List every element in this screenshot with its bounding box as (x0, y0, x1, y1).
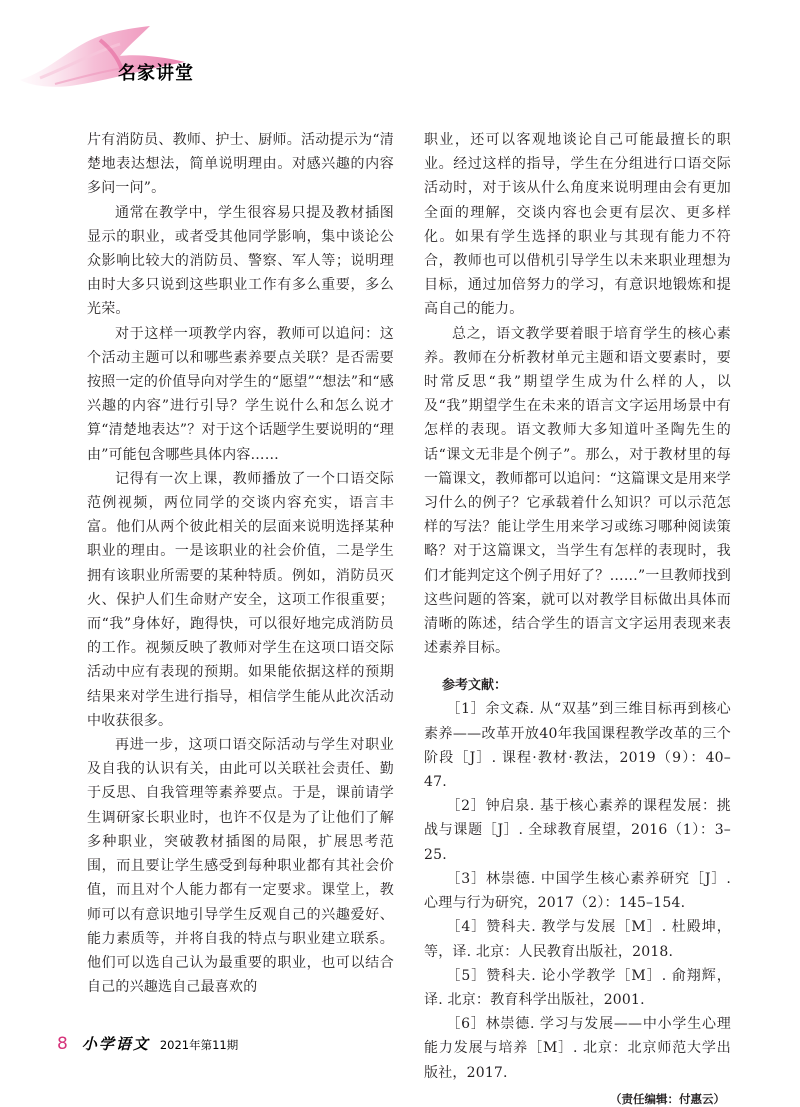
reference-item: ［6］林崇德. 学习与发展——中小学生心理能力发展与培养［M］. 北京：北京师范大学出版社，2017. (424, 1016, 731, 1081)
page-footer (57, 1033, 238, 1059)
references-section (424, 674, 731, 1084)
page-number: 8 (57, 1034, 68, 1054)
reference-item: ［4］赞科夫. 教学与发展［M］. 杜殿坤，等，译. 北京：人民教育出版社，2018. (424, 919, 731, 960)
paragraph: 记得有一次上课，教师播放了一个口语交际范例视频，两位同学的交谈内容充实，语言丰富。他们从两个彼此相关的层面来说明选择某种职业的理由。一是该职业的社会价值，二是学生拥有该职业所需要的某种特质。例如，消防员灭火、保护人们生命财产安全，这项工作很重要；而“我”身体好，跑得快，可以很好地完成消防员的工作。视频反映了教师对学生在这项口语交际活动中应有表现的预期。如果能依据这样的预期结果来对学生进行指导，相信学生能从此次活动中收获很多。 (87, 470, 394, 729)
paragraph: 片有消防员、教师、护士、厨师。活动提示为“清楚地表达想法，简单说明理由。对感兴趣的内容多问一问”。 (87, 132, 394, 197)
paragraph: 职业，还可以客观地谈论自己可能最擅长的职业。经过这样的指导，学生在分组进行口语交际活动时，对于该从什么角度来说明理由会有更加全面的理解，交谈内容也会更有层次、更多样化。如果有学生选择的职业与其现有能力不符合，教师也可以借机引导学生以未来职业理想为目标，通过加倍努力的学习，有意识地锻炼和提高自己的能力。 (424, 132, 731, 318)
left-column (87, 128, 394, 999)
paragraph: 再进一步，这项口语交际活动与学生对职业及自我的认识有关，由此可以关联社会责任、勤于反思、自我管理等素养要点。于是，课前请学生调研家长职业时，也许不仅是为了让他们了解多种职业，突破教材插图的局限，扩展思考范围，而且要让学生感受到每种职业都有其社会价值，而且对个人能力都有一定要求。课堂上，教师可以有意识地引导学生反观自己的兴趣爱好、能力素质等，并将自我的特点与职业建立联系。他们可以选自己认为最重要的职业，也可以结合自己的兴趣选自己最喜欢的 (87, 737, 394, 996)
reference-item: ［3］林崇德. 中国学生核心素养研究［J］. 心理与行为研究，2017（2）：145–154. (424, 870, 731, 912)
brush-stroke-decoration (0, 0, 240, 105)
right-column (424, 128, 731, 1107)
reference-item: ［2］钟启泉. 基于核心素养的课程发展：挑战与课题［J］. 全球教育展望，2016（1）：3–25. (424, 798, 731, 863)
section-title: 名家讲堂 (118, 63, 194, 84)
reference-item: ［1］余文森. 从“双基”到三维目标再到核心素养——改革开放40年我国课程教学改革的三个阶段［J］. 课程·教材·教法，2019（9）：40–47. (424, 701, 731, 791)
paragraph: 通常在教学中，学生很容易只提及教材插图显示的职业，或者受其他同学影响，集中谈论公众影响比较大的消防员、警察、军人等；说明理由时大多只说到这些职业工作有多么重要，多么光荣。 (87, 204, 394, 318)
references-title: 参考文献： (442, 678, 508, 694)
page-header (0, 0, 800, 110)
magazine-name: 小学语文 (81, 1035, 150, 1053)
issue-label: 2021年第11期 (159, 1038, 239, 1052)
paragraph: 对于这样一项教学内容，教师可以追问：这个活动主题可以和哪些素养要点关联？是否需要按照一定的价值导向对学生的“愿望”“想法”和“感兴趣的内容”进行引导？学生说什么和怎么说才算“清楚地表达”？对于这个话题学生要说明的“理由”可能包含哪些具体内容…… (87, 325, 394, 463)
editor-credit: （责任编辑：付惠云） (610, 1091, 725, 1106)
paragraph: 总之，语文教学要着眼于培育学生的核心素养。教师在分析教材单元主题和语文要素时，要时常反思“我”期望学生成为什么样的人，以及“我”期望学生在未来的语言文字运用场景中有怎样的表现。语文教师大多知道叶圣陶先生的话“课文无非是个例子”。那么，对于教材里的每一篇课文，教师都可以追问：“这篇课文是用来学习什么的例子？它承载着什么知识？可以示范怎样的写法？能让学生用来学习或练习哪种阅读策略？对于这篇课文，当学生有怎样的表现时，我们才能判定这个例子用好了？……”一旦教师找到这些问题的答案，就可以对教学目标做出具体而清晰的陈述，结合学生的语言文字运用表现来表述素养目标。 (424, 325, 731, 657)
reference-item: ［5］赞科夫. 论小学教学［M］. 俞翔辉，译. 北京：教育科学出版社，2001. (424, 967, 731, 1008)
